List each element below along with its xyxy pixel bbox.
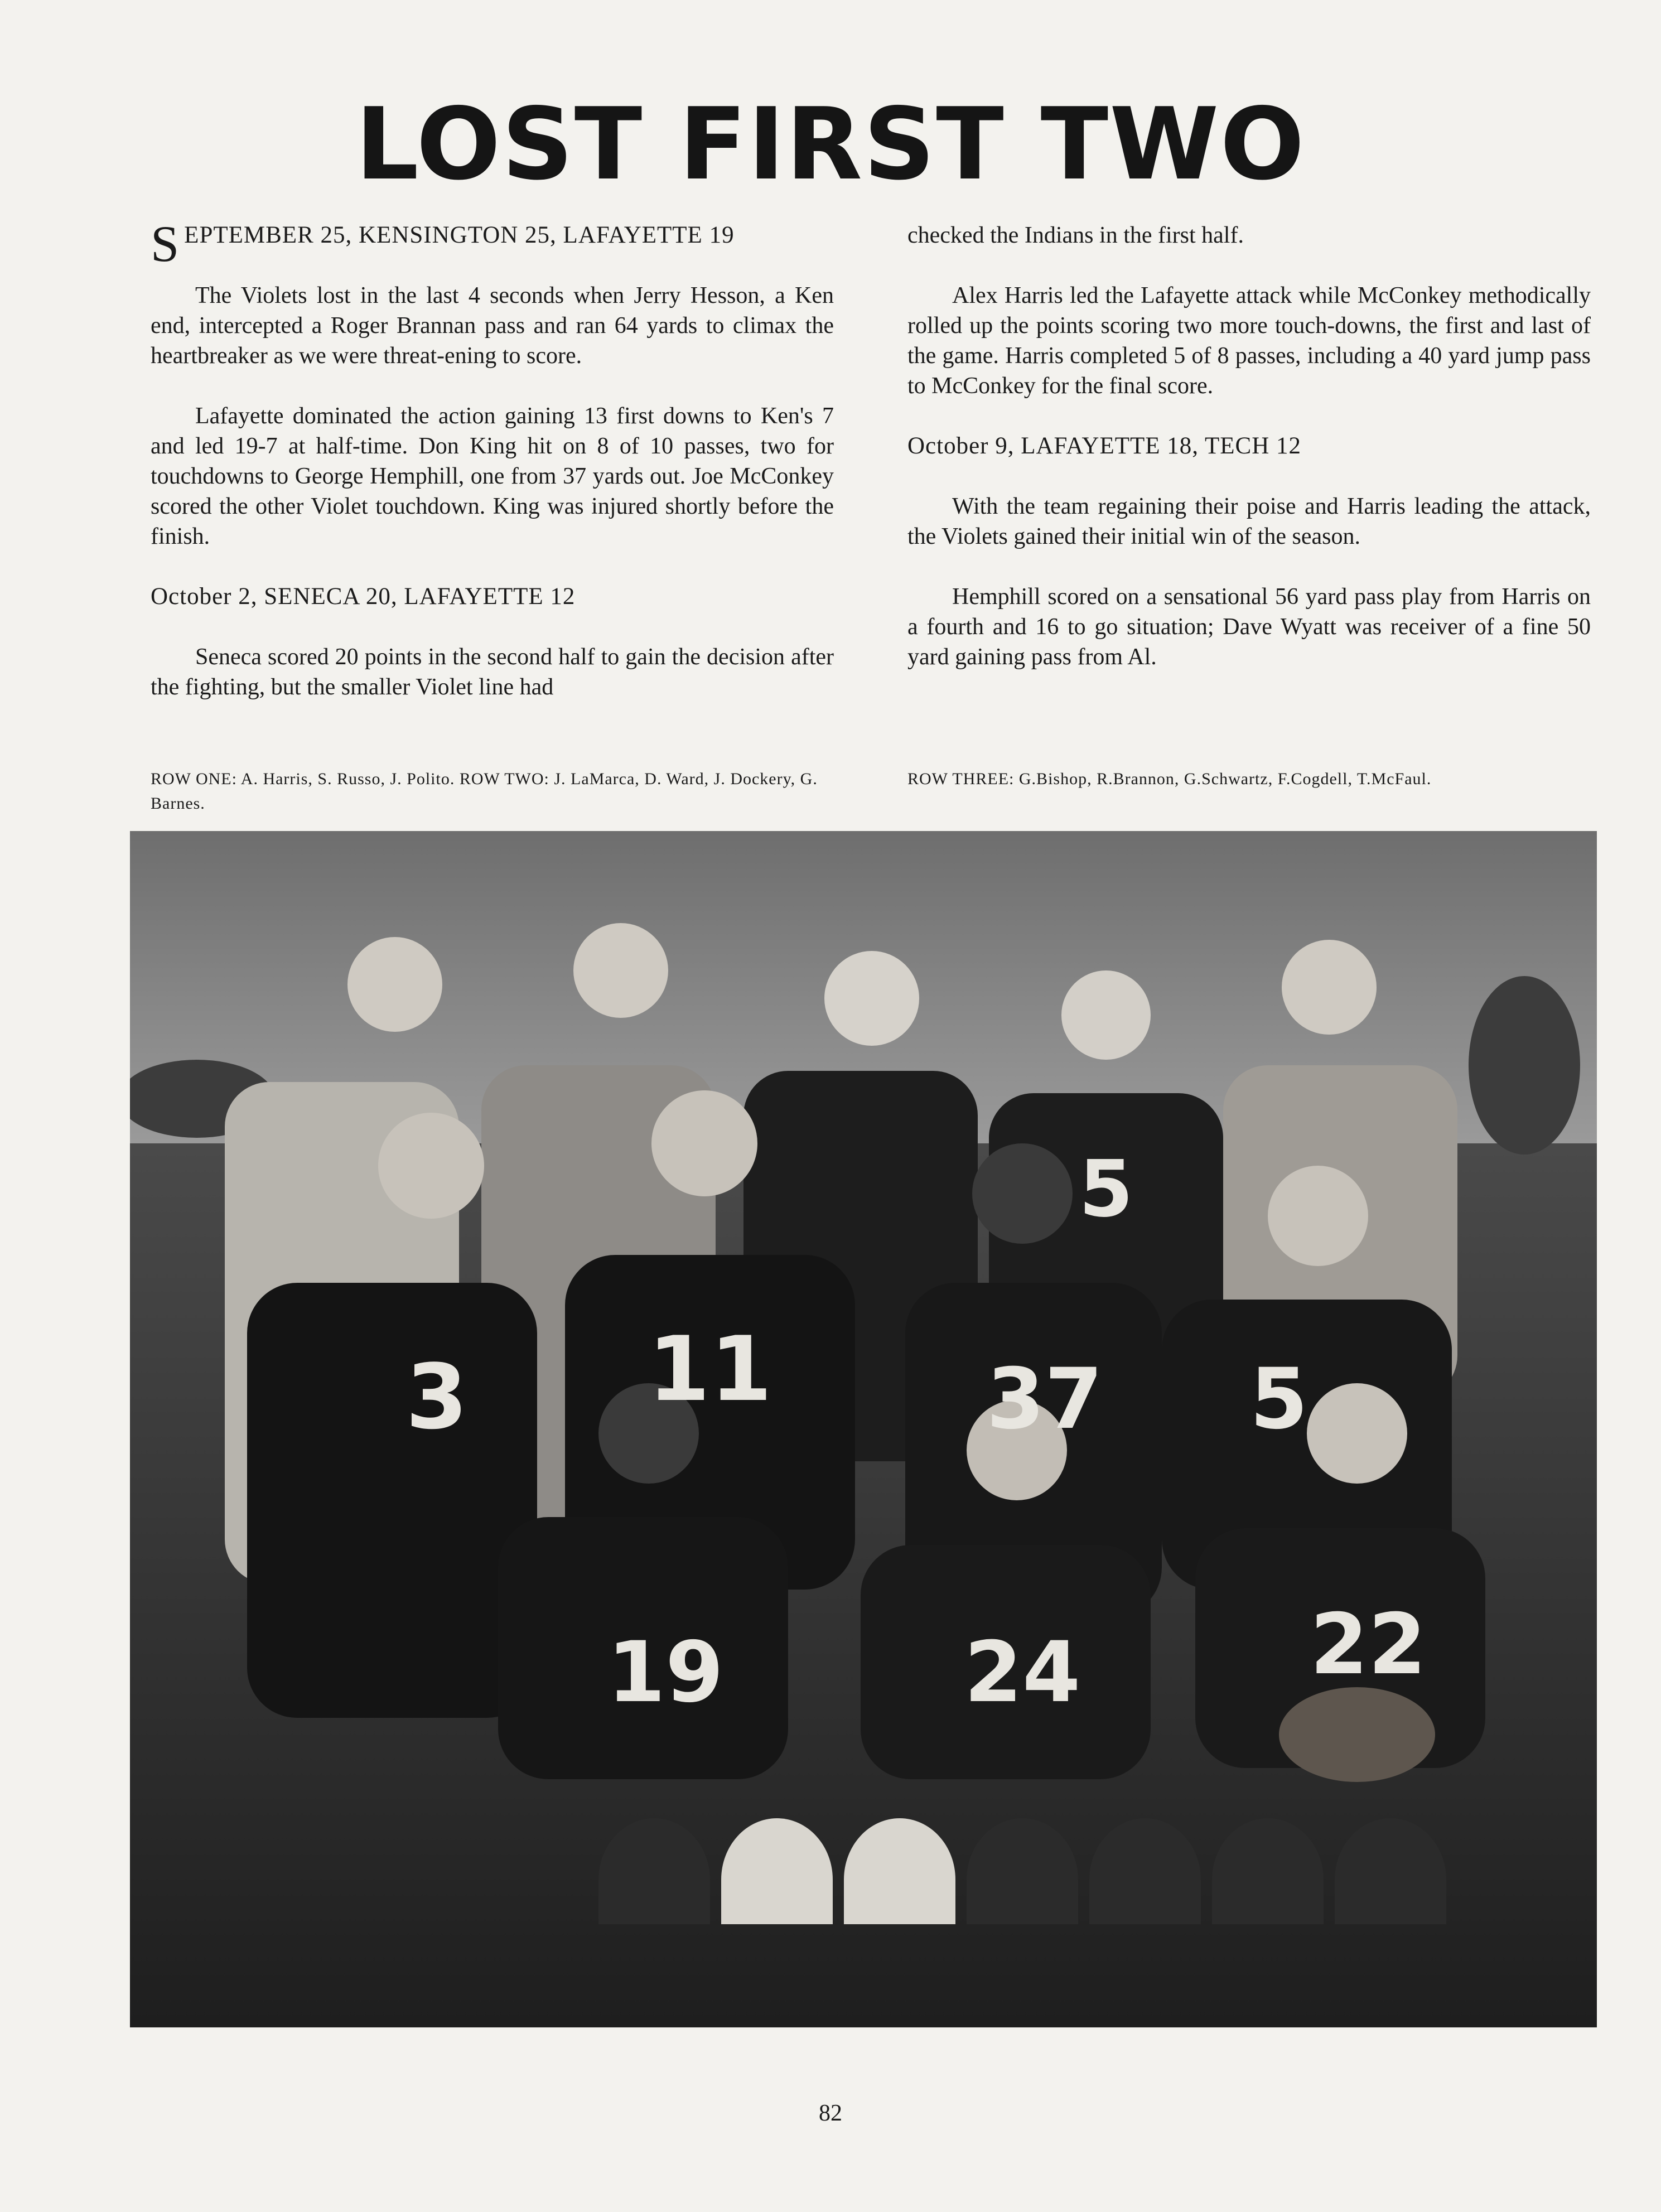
game2-paragraph-2: Alex Harris led the Lafayette attack while McConkey methodically rolled up the points scoring two more touch-downs, the first and last of the game. Harris completed 5 of 8 passes, including a 40 yard jump pass to McConkey for the final score. (907, 283, 1591, 399)
drop-cap: S (151, 215, 180, 272)
jersey-number-24: 24 (964, 1624, 1081, 1721)
team-photo (130, 831, 1597, 2027)
game1-heading (151, 215, 834, 272)
jersey-number-22: 22 (1310, 1596, 1427, 1693)
game1-heading-text: EPTEMBER 25, KENSINGTON 25, LAFAYETTE 19 (184, 222, 735, 248)
page-title: LOST FIRST TWO (355, 86, 1306, 202)
game3-paragraph-2: Hemphill scored on a sensational 56 yard pass play from Harris on a fourth and 16 to go situation; Dave Wyatt was receiver of a fine 50 yard gaining pass from Al. (907, 584, 1591, 670)
jersey-number-11: 11 (648, 1317, 772, 1421)
page-number: 82 (819, 2100, 842, 2126)
game1-paragraph-1: The Violets lost in the last 4 seconds when Jerry Hesson, a Ken end, intercepted a Roger Brannan pass and ran 64 yards to climax the heartbreaker as we were threat-ening to score. (151, 283, 834, 369)
jersey-number-5b: 5 (1249, 1351, 1308, 1448)
game2-paragraph-continued: checked the Indians in the first half. (907, 223, 1244, 248)
jersey-number-5a: 5 (1079, 1144, 1133, 1235)
game1-paragraph-2: Lafayette dominated the action gaining 13 first downs to Ken's 7 and led 19-7 at half-time. Don King hit on 8 of 10 passes, two for touchdowns to George Hemphill, one from 37 yards out. Joe McConkey scored the other Violet touchdown. King was injured shortly before the finish. (151, 403, 834, 549)
left-column (151, 215, 834, 732)
game3-heading: October 9, LAFAYETTE 18, TECH 12 (907, 433, 1301, 459)
game2-heading: October 2, SENECA 20, LAFAYETTE 12 (151, 583, 576, 610)
game2-paragraph-1: Seneca scored 20 points in the second half to gain the decision after the fighting, but the smaller Violet line had (151, 644, 834, 700)
photo-caption-left: ROW ONE: A. Harris, S. Russo, J. Polito. ROW TWO: J. LaMarca, D. Ward, J. Dockery, G. Barnes. (151, 770, 818, 813)
jersey-number-3: 3 (405, 1345, 468, 1449)
jersey-number-37: 37 (986, 1351, 1103, 1448)
right-column (907, 220, 1591, 702)
jersey-number-19: 19 (607, 1624, 724, 1721)
game3-paragraph-1: With the team regaining their poise and Harris leading the attack, the Violets gained their initial win of the season. (907, 494, 1591, 549)
team-photo-illustration (130, 831, 1597, 2027)
photo-caption-right: ROW THREE: G.Bishop, R.Brannon, G.Schwartz, F.Cogdell, T.McFaul. (907, 770, 1432, 788)
